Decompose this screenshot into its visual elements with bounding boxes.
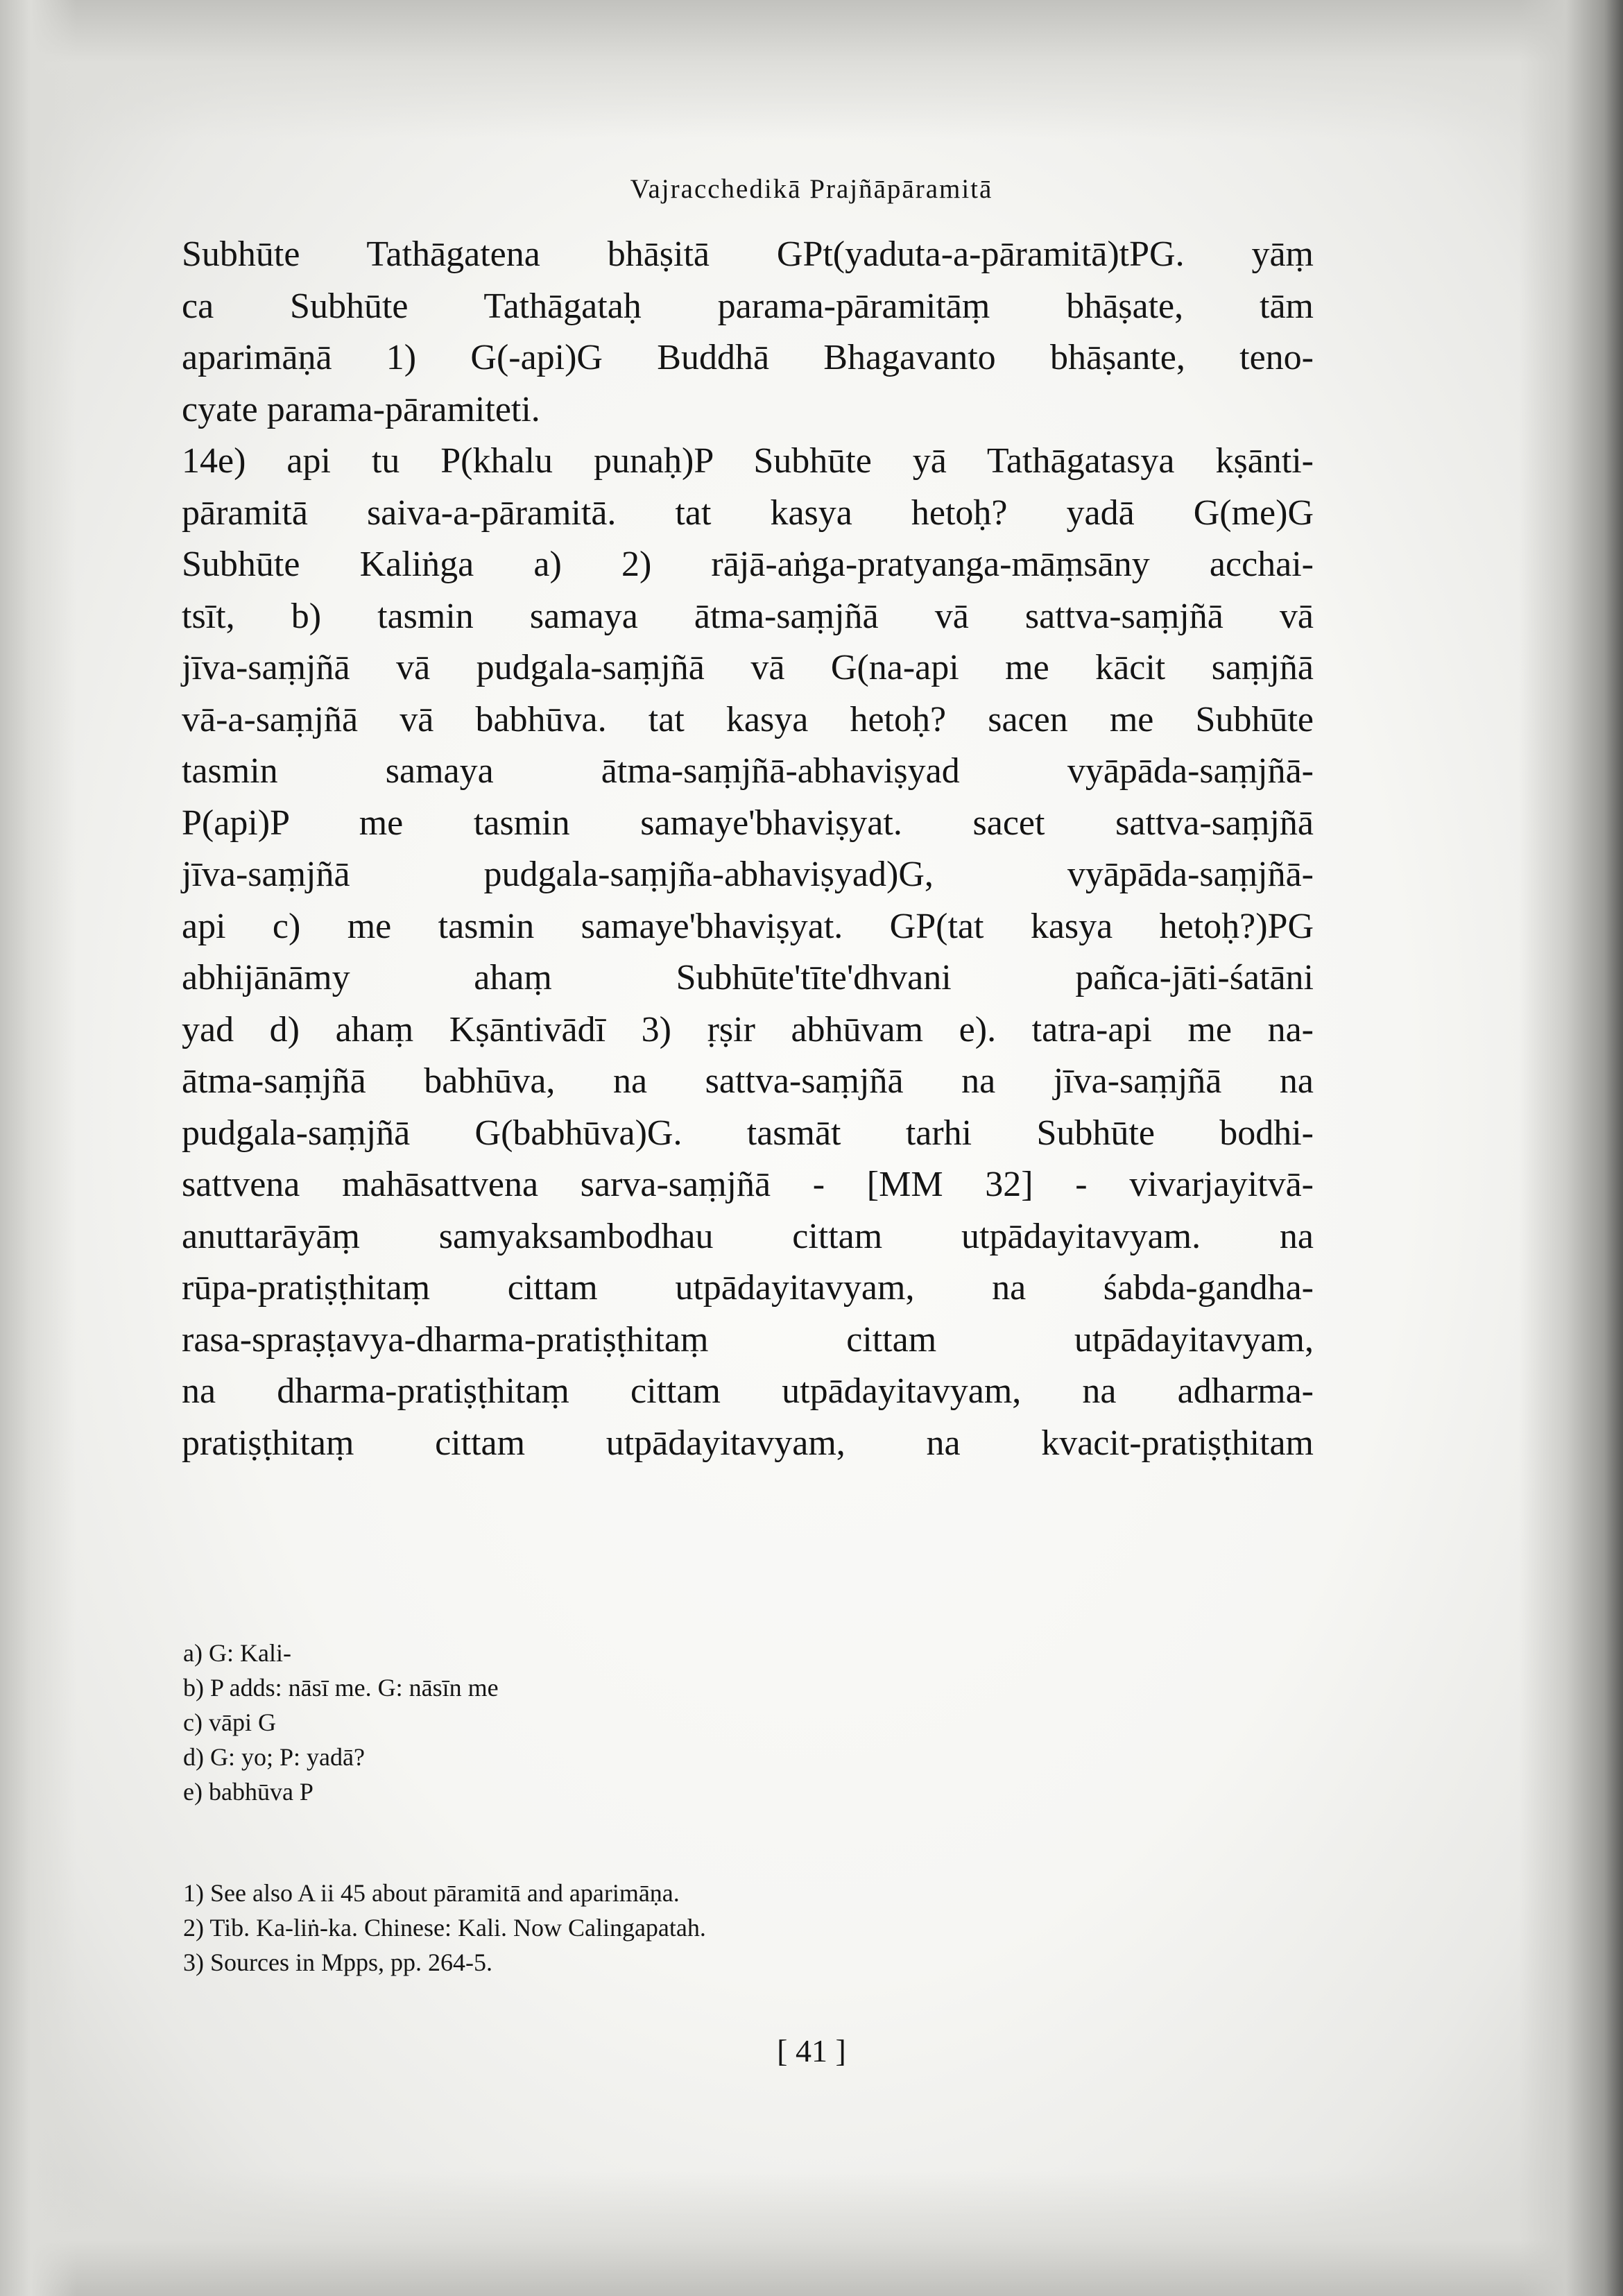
footnote-item: 1) See also A ii 45 about pāramitā and aparimāṇa. — [183, 1879, 680, 1907]
text-line: sattvena mahāsattvena sarva-saṃjñā - [MM 32] - vivarjayitvā- — [182, 1165, 1314, 1204]
footnote-item: 2) Tib. Ka-liṅ-ka. Chinese: Kali. Now Calingapatah. — [183, 1914, 706, 1942]
numbered-footnotes — [183, 1876, 1085, 1980]
scan-shadow-right — [1519, 0, 1623, 2296]
text-line: pudgala-saṃjñā G(babhūva)G. tasmāt tarhi Subhūte bodhi- — [182, 1113, 1314, 1153]
text-line: 14e) api tu P(khalu punaḥ)P Subhūte yā Tathāgatasya kṣānti- — [182, 441, 1314, 481]
text-line: na dharma-pratiṣṭhitaṃ cittam utpādayitavyam, na adharma- — [182, 1371, 1314, 1411]
text-line: tasmin samaya ātma-saṃjñā-abhaviṣyad vyāpāda-saṃjñā- — [182, 751, 1314, 791]
footnote-item: 3) Sources in Mpps, pp. 264-5. — [183, 1948, 492, 1976]
text-line: abhijānāmy ahaṃ Subhūte'tīte'dhvani pañca-jāti-śatāni — [182, 958, 1314, 997]
scan-shadow-top — [0, 0, 1623, 139]
footnote-item: a) G: Kali- — [183, 1639, 291, 1667]
text-line: tsīt, b) tasmin samaya ātma-saṃjñā vā sattva-saṃjñā vā — [182, 596, 1314, 636]
text-line: jīva-saṃjñā pudgala-saṃjña-abhaviṣyad)G, vyāpāda-saṃjñā- — [182, 855, 1314, 894]
text-line: P(api)P me tasmin samaye'bhaviṣyat. sacet sattva-saṃjñā — [182, 803, 1314, 843]
footnote-item: d) G: yo; P: yadā? — [183, 1743, 365, 1771]
text-line: cyate parama-pāramiteti. — [182, 389, 540, 429]
text-line: rasa-spraṣṭavya-dharma-pratiṣṭhitaṃ cittam utpādayitavyam, — [182, 1319, 1314, 1360]
text-line: anuttarāyāṃ samyaksambodhau cittam utpādayitavyam. na — [182, 1216, 1314, 1256]
footnote-item: b) P adds: nāsī me. G: nāsīn me — [183, 1674, 499, 1702]
text-line: yad d) ahaṃ Kṣāntivādī 3) ṛṣir abhūvam e). tatra-api me na- — [182, 1009, 1314, 1050]
text-line: rūpa-pratiṣṭhitaṃ cittam utpādayitavyam, na śabda-gandha- — [182, 1268, 1314, 1308]
text-line: pratiṣṭhitaṃ cittam utpādayitavyam, na kvacit-pratiṣṭhitam — [182, 1423, 1314, 1463]
footnote-item: e) babhūva P — [183, 1778, 314, 1806]
text-line: pāramitā saiva-a-pāramitā. tat kasya hetoḥ? yadā G(me)G — [182, 492, 1314, 533]
lettered-footnotes — [183, 1636, 1085, 1809]
text-line: api c) me tasmin samaye'bhaviṣyat. GP(tat kasya hetoḥ?)PG — [182, 906, 1314, 946]
text-line: aparimāṇā 1) G(-api)G Buddhā Bhagavanto bhāṣante, teno- — [182, 338, 1314, 377]
text-line: vā-a-saṃjñā vā babhūva. tat kasya hetoḥ? sacen me Subhūte — [182, 699, 1314, 739]
text-line: jīva-saṃjñā vā pudgala-saṃjñā vā G(na-api me kācit saṃjñā — [182, 648, 1314, 687]
page-number: [ 41 ] — [777, 2033, 846, 2068]
footnote-item: c) vāpi G — [183, 1708, 276, 1736]
scan-shadow-bottom — [0, 2171, 1623, 2296]
text-line: ātma-saṃjñā babhūva, na sattva-saṃjñā na jīva-saṃjñā na — [182, 1061, 1314, 1101]
text-line: Subhūte Kaliṅga a) 2) rājā-aṅga-pratyanga-māṃsāny acchai- — [182, 545, 1314, 584]
running-title: Vajracchedikā Prajñāpāramitā — [630, 174, 993, 204]
main-text-block — [182, 229, 1314, 1469]
text-line: ca Subhūte Tathāgataḥ parama-pāramitāṃ bhāṣate, tām — [182, 286, 1314, 326]
scan-shadow-left — [0, 0, 76, 2296]
text-line: Subhūte Tathāgatena bhāṣitā GPt(yaduta-a-pāramitā)tPG. yāṃ — [182, 234, 1314, 274]
